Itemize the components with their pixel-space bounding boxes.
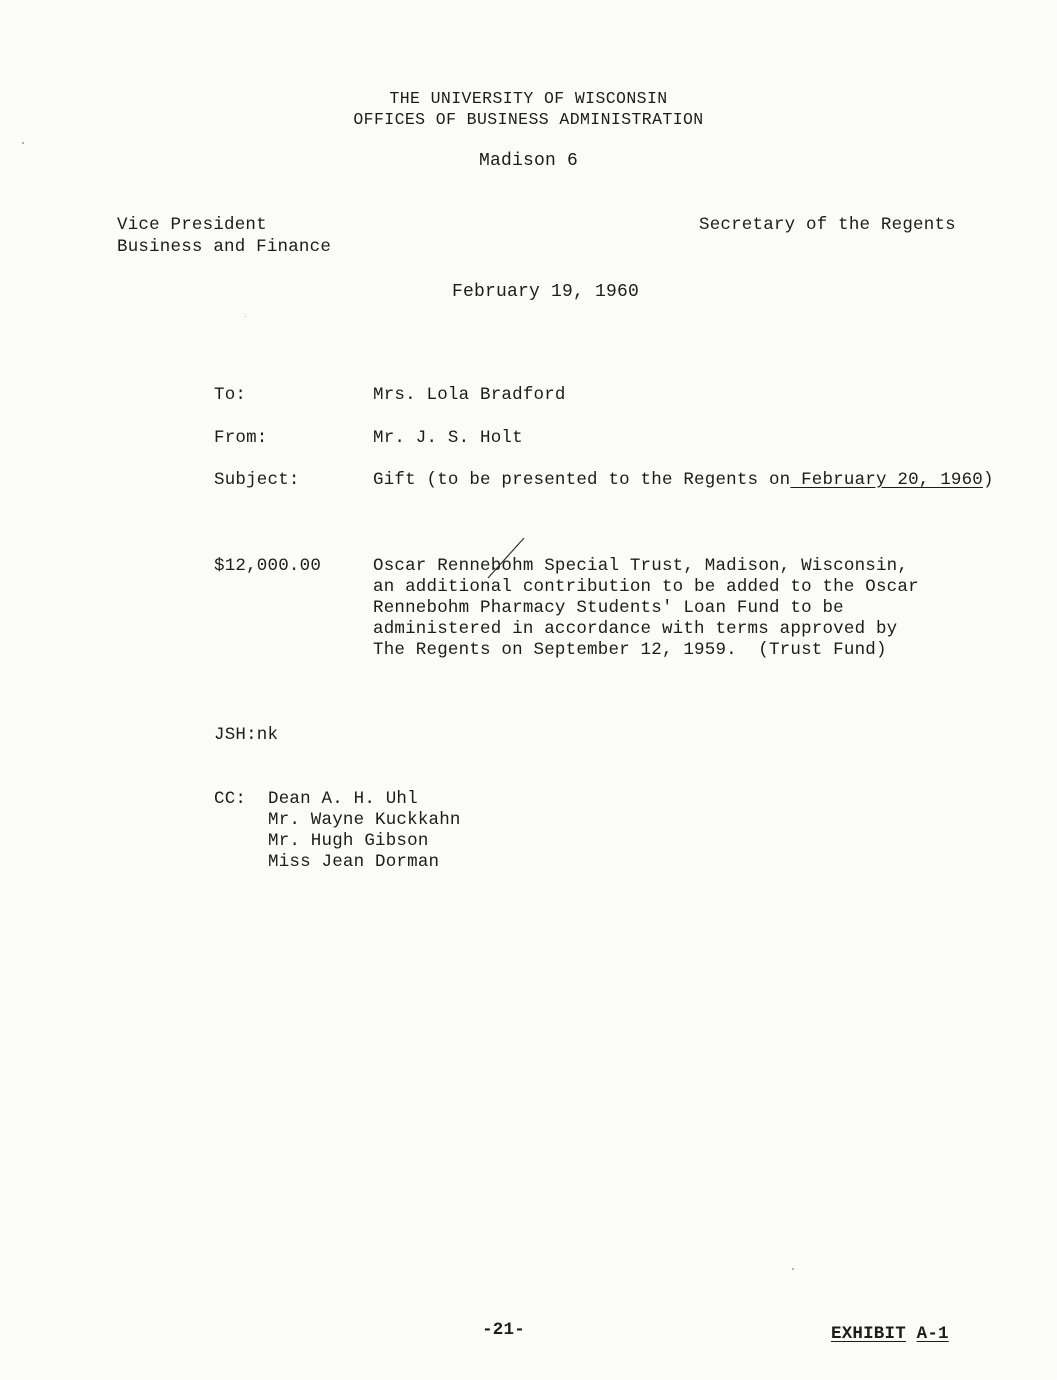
cc-label: CC:: [214, 789, 247, 809]
gift-line-2: an additional contribution to be added to the Oscar: [373, 577, 919, 597]
from-label: From:: [214, 428, 268, 448]
cc-recipient: Miss Jean Dorman: [268, 852, 440, 872]
scan-speck: [22, 142, 24, 144]
exhibit-id: A-1: [916, 1324, 949, 1344]
exhibit-word: EXHIBIT: [831, 1324, 906, 1344]
exhibit-label: [831, 1324, 949, 1345]
letterhead-offices: OFFICES OF BUSINESS ADMINISTRATION: [353, 110, 704, 129]
cc-recipient: Mr. Hugh Gibson: [268, 831, 429, 851]
subject-line: [373, 470, 994, 491]
typist-initials: JSH:nk: [214, 725, 279, 745]
letterhead-university: THE UNIVERSITY OF WISCONSIN: [389, 89, 668, 108]
pen-check-mark: [486, 536, 526, 586]
office-left-department: Business and Finance: [117, 237, 332, 257]
gift-line-5: The Regents on September 12, 1959. (Trust Fund): [373, 640, 887, 660]
gift-line-1: Oscar Rennebohm Special Trust, Madison, Wisconsin,: [373, 556, 909, 576]
gift-line-4: administered in accordance with terms approved by: [373, 619, 898, 639]
scan-speck: [245, 316, 246, 317]
to-value: Mrs. Lola Bradford: [373, 385, 566, 405]
gift-line-3: Rennebohm Pharmacy Students' Loan Fund to be: [373, 598, 844, 618]
office-left-title: Vice President: [117, 215, 267, 235]
cc-recipient: Dean A. H. Uhl: [268, 789, 418, 809]
letterhead-city: Madison 6: [478, 151, 579, 171]
to-label: To:: [214, 385, 247, 405]
page-number: -21-: [482, 1320, 525, 1340]
office-right-title: Secretary of the Regents: [699, 215, 956, 235]
memo-date: February 19, 1960: [452, 282, 640, 302]
subject-close: ): [983, 470, 994, 490]
cc-recipient: Mr. Wayne Kuckkahn: [268, 810, 461, 830]
from-value: Mr. J. S. Holt: [373, 428, 523, 448]
gift-amount: $12,000.00: [214, 556, 322, 576]
scan-speck: [792, 1268, 794, 1270]
subject-label: Subject:: [214, 470, 300, 490]
subject-text: Gift (to be presented to the Regents on: [373, 470, 791, 490]
subject-date: February 20, 1960: [790, 470, 984, 490]
